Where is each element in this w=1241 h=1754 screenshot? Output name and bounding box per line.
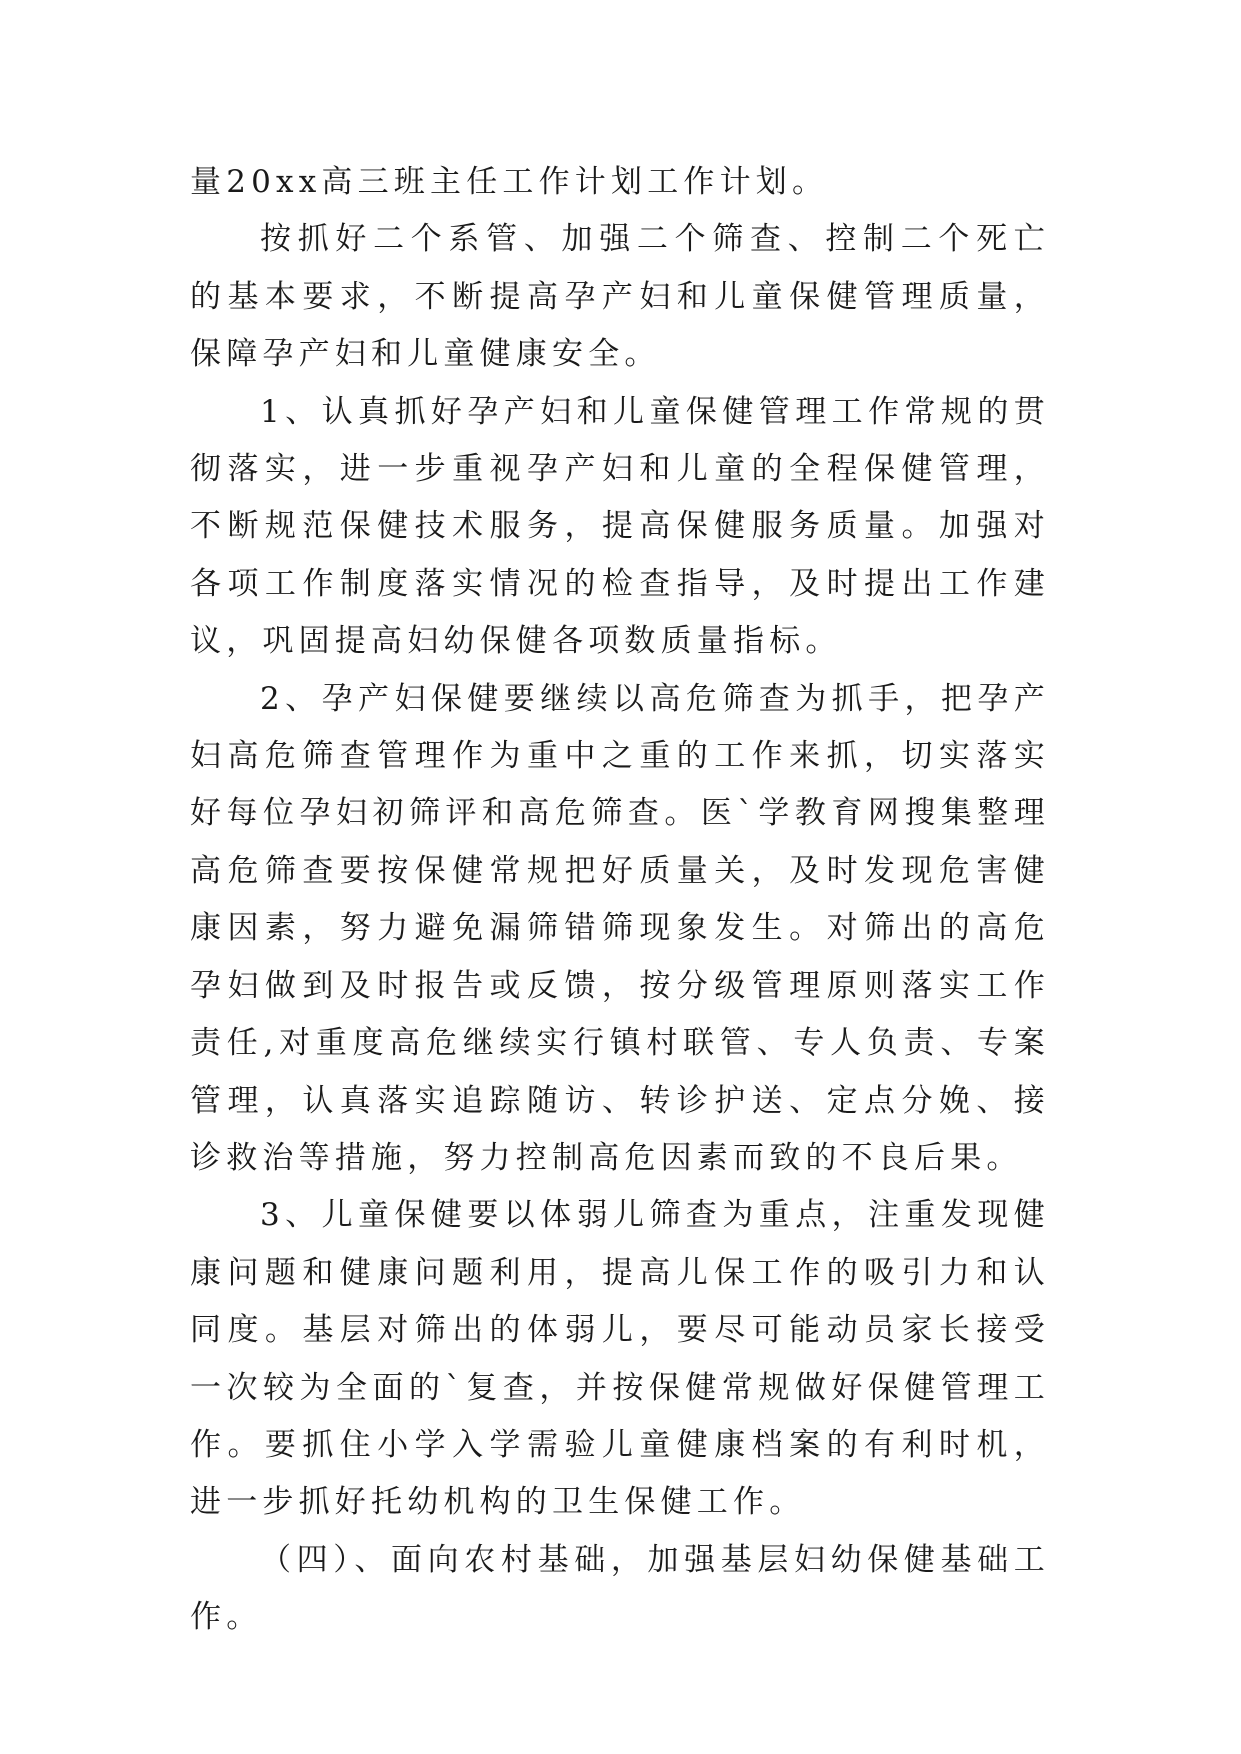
paragraph-item-3: 3、儿童保健要以体弱儿筛查为重点，注重发现健康问题和健康问题利用，提高儿保工作的吸引力和认同度。基层对筛出的体弱儿，要尽可能动员家长接受一次较为全面的`复查，并按保健常规做好保健管理工作。要抓住小学入学需验儿童健康档案的有利时机，进一步抓好托幼机构的卫生保健工作。 bbox=[190, 1197, 1050, 1521]
paragraph-basic-requirements: 按抓好二个系管、加强二个筛查、控制二个死亡的基本要求，不断提高孕产妇和儿童保健管理质量，保障孕产妇和儿童健康安全。 bbox=[190, 221, 1050, 373]
paragraph-item-2: 2、孕产妇保健要继续以高危筛查为抓手，把孕产妇高危筛查管理作为重中之重的工作来抓，切实落实好每位孕妇初筛评和高危筛查。医`学教育网搜集整理高危筛查要按保健常规把好质量关，及时发现危害健康因素，努力避免漏筛错筛现象发生。对筛出的高危孕妇做到及时报告或反馈，按分级管理原则落实工作责任,对重度高危继续实行镇村联管、专人负责、专案管理，认真落实追踪随访、转诊护送、定点分娩、接诊救治等措施，努力控制高危因素而致的不良后果。 bbox=[190, 680, 1050, 1176]
section-heading-4: （四）、面向农村基础，加强基层妇幼保健基础工作。 bbox=[190, 1541, 1050, 1636]
document-body bbox=[190, 154, 1050, 1647]
paragraph-item-1: 1、认真抓好孕产妇和儿童保健管理工作常规的贯彻落实，进一步重视孕产妇和儿童的全程保健管理，不断规范保健技术服务，提高保健服务质量。加强对各项工作制度落实情况的检查指导，及时提出工作建议，巩固提高妇幼保健各项数质量指标。 bbox=[190, 393, 1050, 660]
paragraph-continuation: 量20xx高三班主任工作计划工作计划。 bbox=[190, 164, 829, 200]
